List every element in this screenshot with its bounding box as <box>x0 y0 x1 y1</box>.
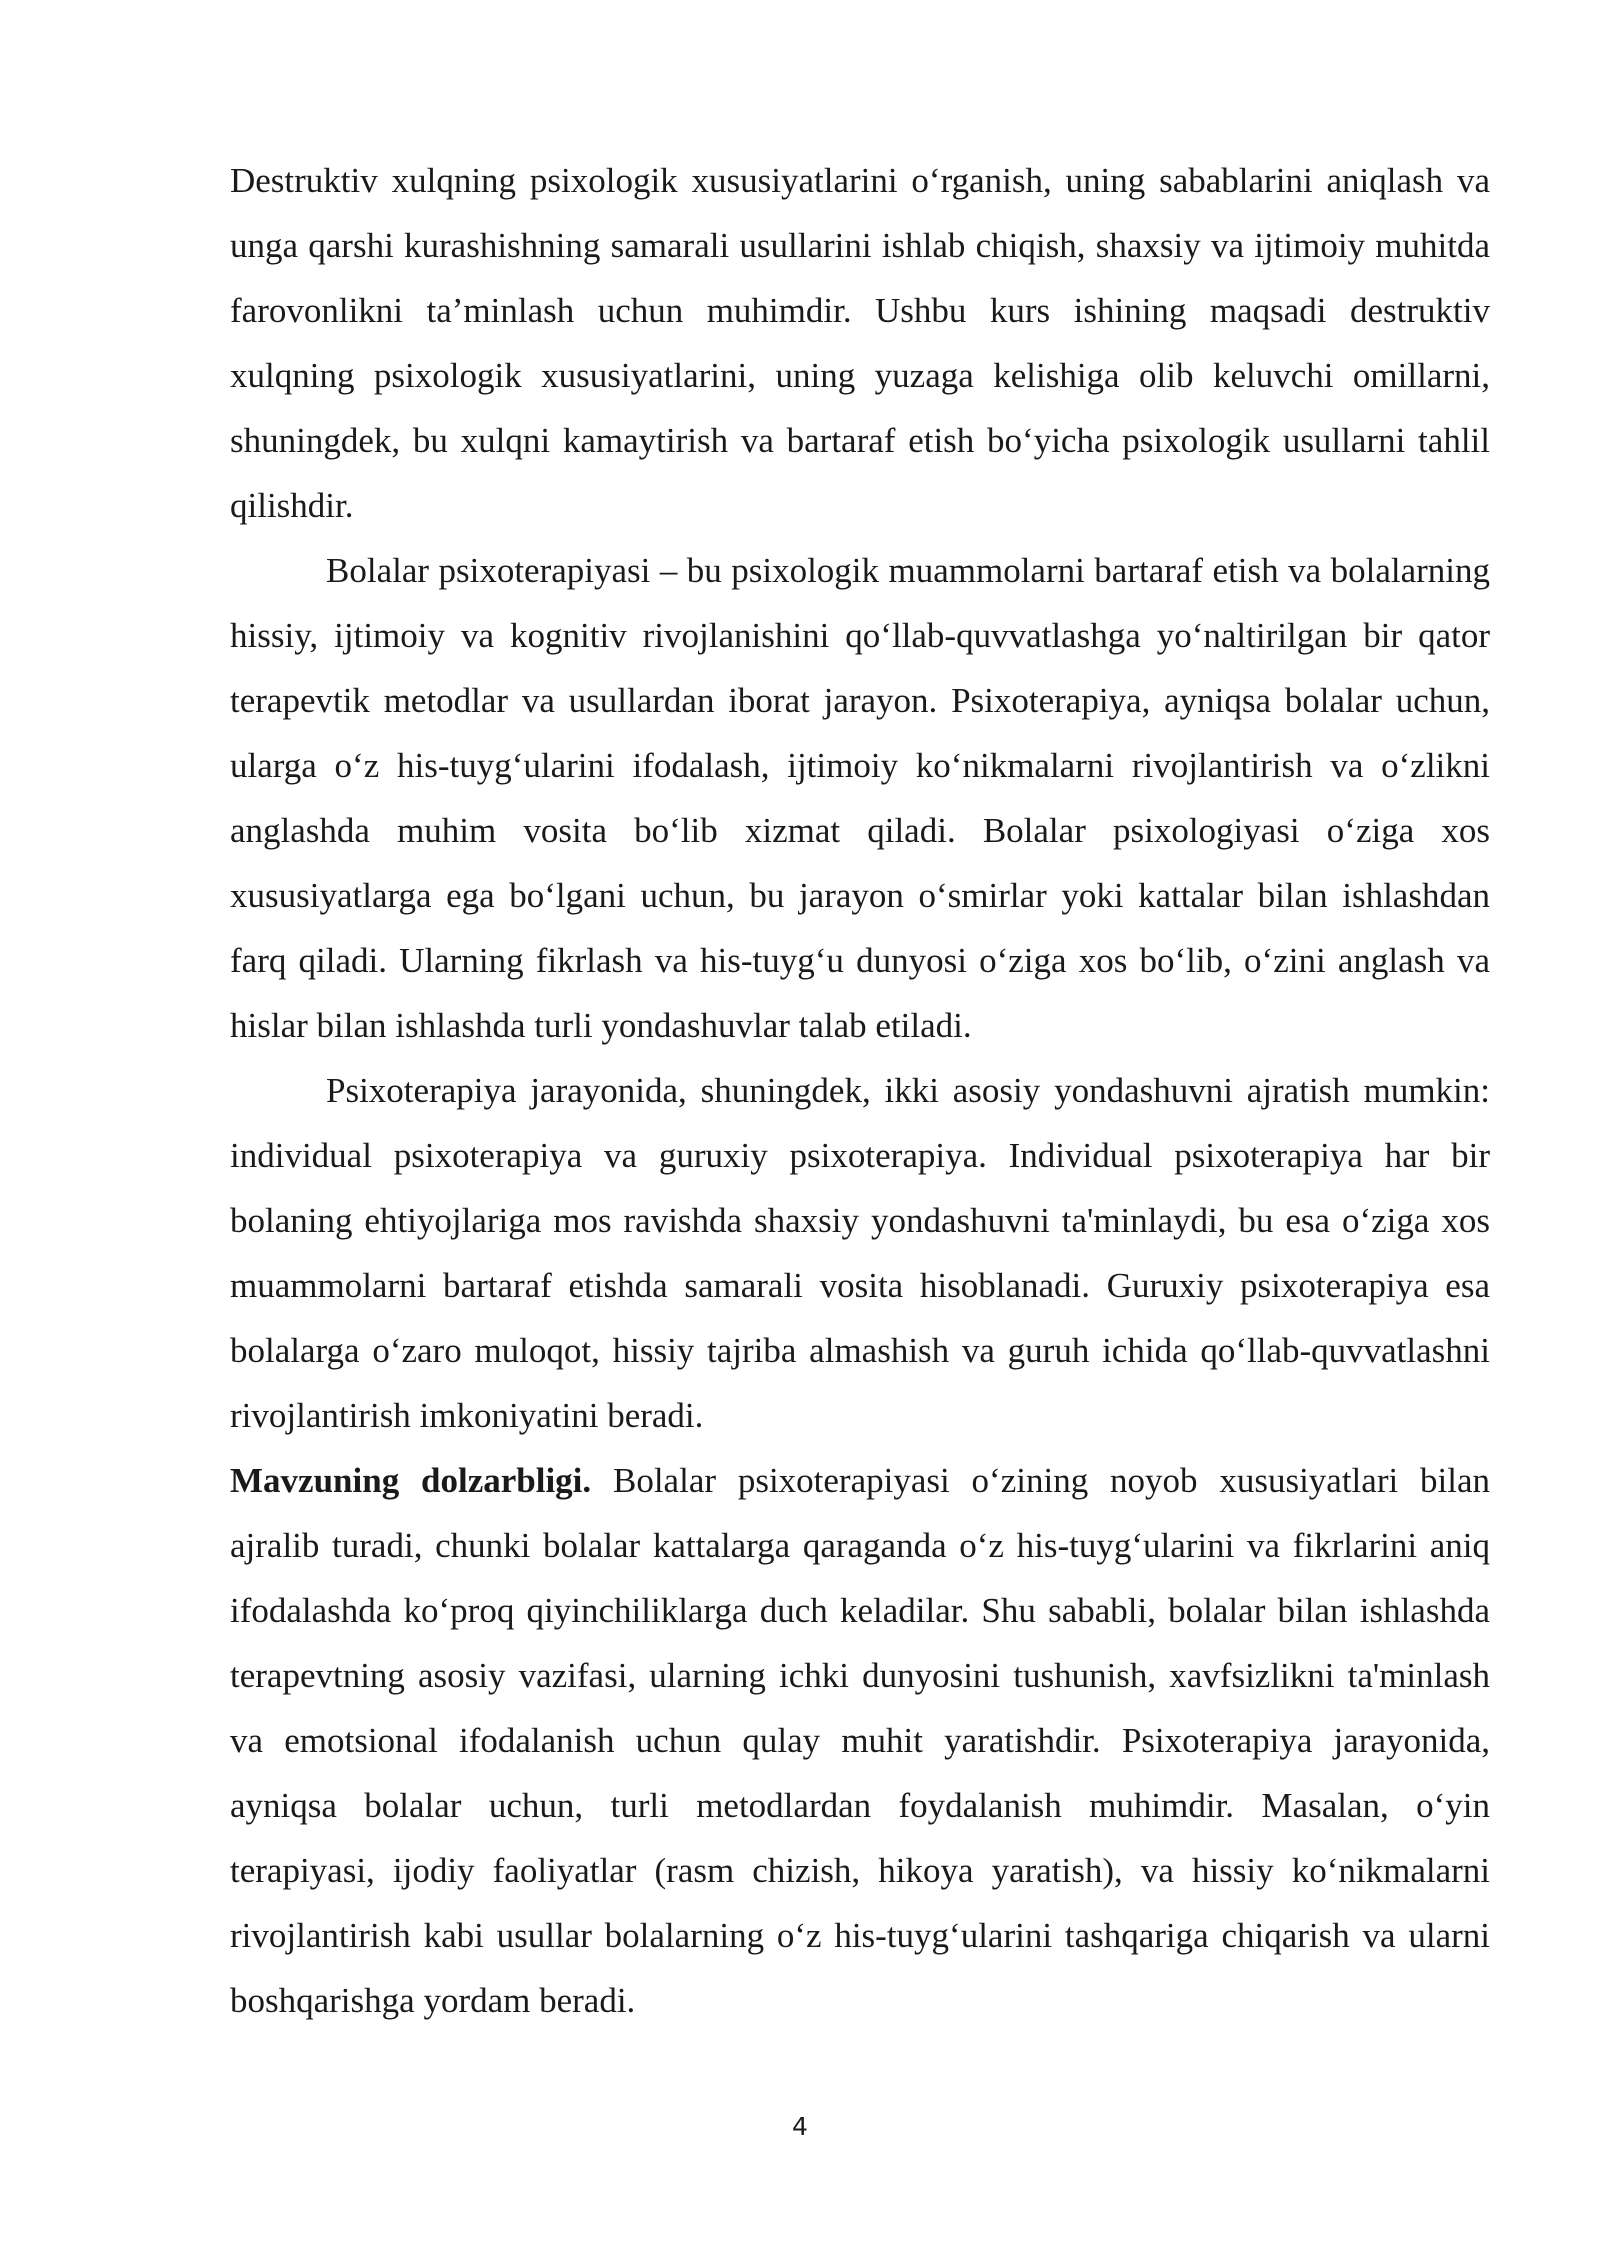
paragraph-child-psychotherapy: Bolalar psixoterapiyasi – bu psixologik muammolarni bartaraf etish va bolalarning hissiy, ijtimoiy va kognitiv rivojlanishini qo‘llab-quvvatlashga yo‘naltirilgan bir qator terapevtik metodlar va usullardan iborat jarayon. Psixoterapiya, ayniqsa bolalar uchun, ularga o‘z his-tuyg‘ularini ifodalash, ijtimoiy ko‘nikmalarni rivojlantirish va o‘zlikni anglashda muhim vosita bo‘lib xizmat qiladi. Bolalar psixologiyasi o‘ziga xos xususiyatlarga ega bo‘lgani uchun, bu jarayon o‘smirlar yoki kattalar bilan ishlashdan farq qiladi. Ularning fikrlash va his-tuyg‘u dunyosi o‘ziga xos bo‘lib, o‘zini anglash va hislar bilan ishlashda turli yondashuvlar talab etiladi. <box>230 551 1490 1045</box>
page-body <box>230 148 1490 2033</box>
paragraph-intro: Destruktiv xulqning psixologik xususiyatlarini o‘rganish, uning sabablarini aniqlash va unga qarshi kurashishning samarali usullarini ishlab chiqish, shaxsiy va ijtimoiy muhitda farovonlikni ta’minlash uchun muhimdir. Ushbu kurs ishining maqsadi destruktiv xulqning psixologik xususiyatlarini, uning yuzaga kelishiga olib keluvchi omillarni, shuningdek, bu xulqni kamaytirish va bartaraf etish bo‘yicha psixologik usullarni tahlil qilishdir. <box>230 161 1490 525</box>
paragraph-relevance <box>230 1448 1490 2033</box>
relevance-text: Bolalar psixoterapiyasi o‘zining noyob xususiyatlari bilan ajralib turadi, chunki bolalar kattalarga qaraganda o‘z his-tuyg‘ularini va fikrlarini aniq ifodalashda ko‘proq qiyinchiliklarga duch keladilar. Shu sababli, bolalar bilan ishlashda terapevtning asosiy vazifasi, ularning ichki dunyosini tushunish, xavfsizlikni ta'minlash va emotsional ifodalanish uchun qulay muhit yaratishdir. Psixoterapiya jarayonida, ayniqsa bolalar uchun, turli metodlardan foydalanish muhimdir. Masalan, o‘yin terapiyasi, ijodiy faoliyatlar (rasm chizish, hikoya yaratish), va hissiy ko‘nikmalarni rivojlantirish kabi usullar bolalarning o‘z his-tuyg‘ularini tashqariga chiqarish va ularni boshqarishga yordam beradi. <box>230 1461 1490 2020</box>
relevance-heading: Mavzuning dolzarbligi. <box>230 1461 592 1500</box>
paragraph-approaches: Psixoterapiya jarayonida, shuningdek, ikki asosiy yondashuvni ajratish mumkin: individual psixoterapiya va guruxiy psixoterapiya. Individual psixoterapiya har bir bolaning ehtiyojlariga mos ravishda shaxsiy yondashuvni ta'minlaydi, bu esa o‘ziga xos muammolarni bartaraf etishda samarali vosita hisoblanadi. Guruxiy psixoterapiya esa bolalarga o‘zaro muloqot, hissiy tajriba almashish va guruh ichida qo‘llab-quvvatlashni rivojlantirish imkoniyatini beradi. <box>230 1071 1490 1435</box>
page-number: 4 <box>792 2112 808 2141</box>
